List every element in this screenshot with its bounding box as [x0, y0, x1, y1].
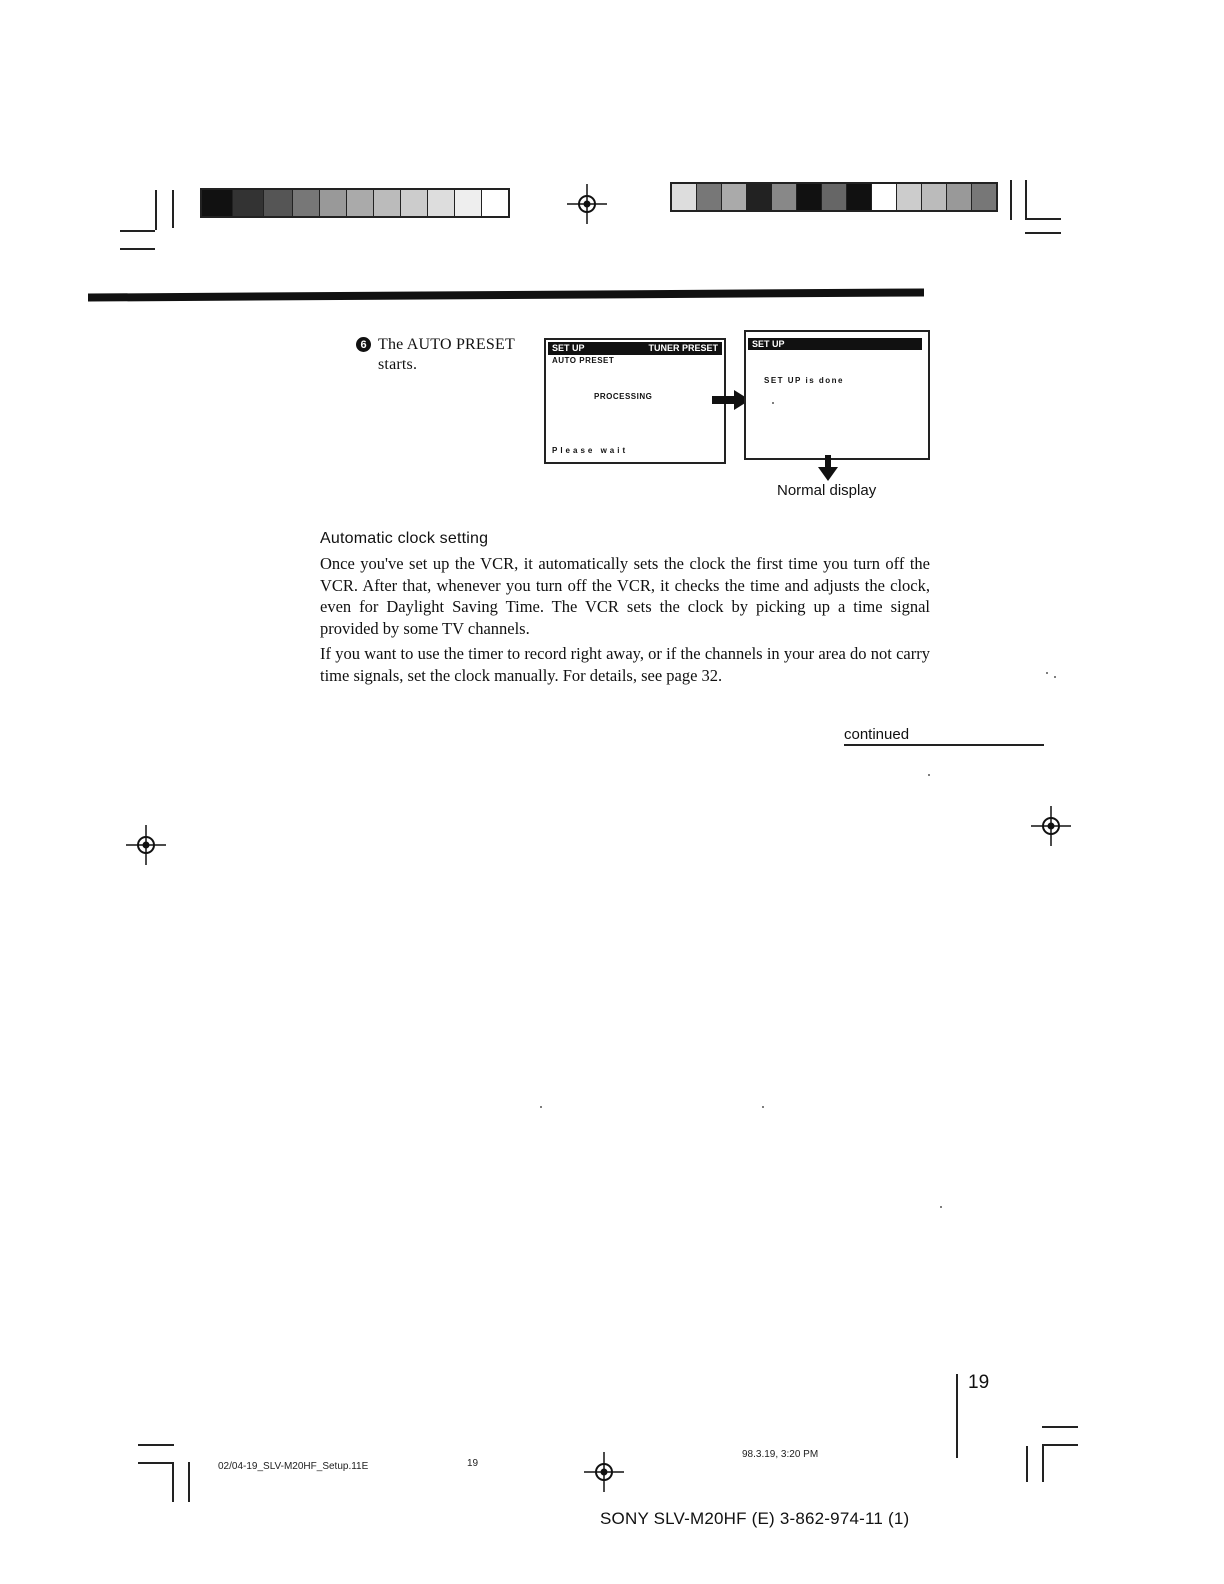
continued-label: continued	[844, 726, 910, 743]
print-speck	[1054, 676, 1056, 678]
registration-mark-icon	[584, 1452, 624, 1492]
crop-mark-top-right-v2	[1025, 180, 1027, 220]
screen-auto-preset-processing	[544, 338, 726, 464]
footer-model-line: SONY SLV-M20HF (E) 3-862-974-11 (1)	[600, 1509, 910, 1528]
screen-title-left: SET UP	[752, 339, 785, 349]
page-number: 19	[968, 1372, 990, 1393]
print-speck	[762, 1106, 764, 1108]
section-heading: Automatic clock setting	[320, 530, 489, 547]
page-number-rule	[956, 1374, 958, 1458]
screen-footer: Please wait	[552, 446, 629, 455]
screen-message: SET UP is done	[764, 376, 844, 385]
screen-title-left: SET UP	[552, 343, 585, 353]
screen-setup-done	[744, 330, 930, 460]
screen-subtitle: AUTO PRESET	[552, 356, 615, 365]
crop-mark-top-left-v2	[172, 190, 174, 228]
section-divider-rule	[88, 288, 924, 301]
crop-mark-top-right-h2	[1025, 232, 1061, 234]
registration-mark-icon	[1031, 806, 1071, 846]
crop-mark-bottom-right-v	[1042, 1444, 1044, 1482]
crop-mark-bottom-right-h	[1042, 1426, 1078, 1428]
footer-file-name: 02/04-19_SLV-M20HF_Setup.11E	[218, 1461, 369, 1472]
footer-timestamp: 98.3.19, 3:20 PM	[742, 1449, 819, 1460]
crop-mark-bottom-right-v2	[1026, 1446, 1028, 1482]
crop-mark-top-right-h	[1025, 218, 1061, 220]
paragraph-clock-manual: If you want to use the timer to record right away, or if the channels in your area do not carry time signals, set the clock manually. For details, see page 32.	[320, 644, 930, 685]
continued-rule	[844, 744, 1044, 746]
crop-mark-bottom-left-h2	[138, 1462, 174, 1464]
normal-display-label: Normal display	[777, 482, 877, 499]
crop-mark-bottom-left-h	[138, 1444, 174, 1446]
crop-mark-bottom-right-h2	[1042, 1444, 1078, 1446]
screen-title-bar	[748, 338, 922, 350]
screen-cursor-dot	[772, 402, 774, 404]
crop-mark-bottom-left-v	[172, 1462, 174, 1502]
print-speck	[540, 1106, 542, 1108]
step-number-badge: 6	[356, 337, 371, 352]
crop-mark-top-left-h2	[120, 248, 155, 250]
step-description: The AUTO PRESET starts.	[378, 336, 515, 373]
paragraph-clock-intro: Once you've set up the VCR, it automatically sets the clock the first time you turn off the VCR. After that, whenever you turn off the VCR, it checks the time and adjusts the clock, even for Daylight Saving Time. The VCR sets the clock by picking up a time signal provided by some TV channels.	[320, 554, 930, 638]
print-speck	[928, 774, 930, 776]
registration-mark-icon	[126, 825, 166, 865]
screen-title-bar	[548, 342, 722, 355]
crop-mark-bottom-left-v2	[188, 1462, 190, 1502]
color-calibration-bar-right	[670, 182, 998, 212]
print-speck	[1046, 672, 1048, 674]
color-calibration-bar-left	[200, 188, 510, 218]
crop-mark-top-left-v	[155, 190, 157, 230]
crop-mark-top-right-v	[1010, 180, 1012, 220]
print-speck	[940, 1206, 942, 1208]
footer-page-ref: 19	[467, 1458, 479, 1469]
screen-title-right: TUNER PRESET	[648, 343, 718, 353]
registration-mark-icon	[567, 184, 607, 224]
arrow-down-icon	[818, 455, 838, 481]
crop-mark-top-left-h	[120, 230, 155, 232]
screen-status: PROCESSING	[594, 392, 653, 401]
